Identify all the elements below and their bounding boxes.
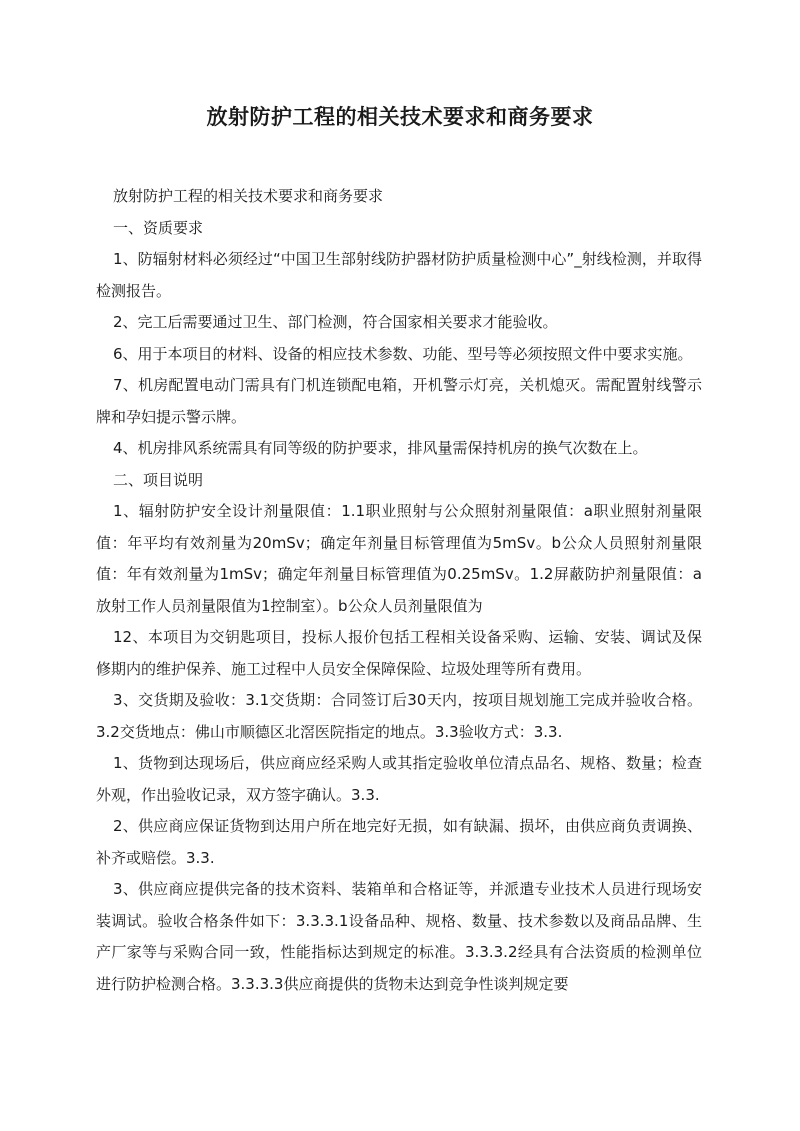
paragraph: 1、辐射防护安全设计剂量限值：1.1职业照射与公众照射剂量限值：a职业照射剂量限值：年平均有效剂量为20mSv；确定年剂量目标管理值为5mSv。b公众人员照射剂量限值：年有效剂量为1mSv；确定年剂量目标管理值为0.25mSv。1.2屏蔽防护剂量限值：a放射工作人员剂量限值为1控制室）。b公众人员剂量限值为 — [96, 502, 702, 615]
paragraph: 2、供应商应保证货物到达用户所在地完好无损，如有缺漏、损坏，由供应商负责调换、补齐或赔偿。3.3. — [96, 817, 702, 867]
section-heading-qualifications: 一、资质要求 — [113, 218, 204, 237]
paragraph: 3、交货期及验收：3.1交货期：合同签订后30天内，按项目规划施工完成并验收合格。3.2交货地点：佛山市顺德区北滘医院指定的地点。3.3验收方式：3.3. — [96, 691, 702, 741]
paragraph: 12、本项目为交钥匙项目，投标人报价包括工程相关设备采购、运输、安装、调试及保修期内的维护保养、施工过程中人员安全保障保险、垃圾处理等所有费用。 — [96, 628, 702, 678]
document-body — [96, 181, 702, 1000]
paragraph: 1、防辐射材料必须经过“中国卫生部射线防护器材防护质量检测中心”_射线检测，并取得检测报告。 — [96, 250, 702, 300]
section-heading-project-description: 二、项目说明 — [113, 470, 204, 489]
paragraph: 1、货物到达现场后，供应商应经采购人或其指定验收单位清点品名、规格、数量；检查外观，作出验收记录，双方签字确认。3.3. — [96, 754, 702, 804]
paragraph: 7、机房配置电动门需具有门机连锁配电箱，开机警示灯亮，关机熄灭。需配置射线警示牌和孕妇提示警示牌。 — [96, 376, 702, 426]
paragraph: 3、供应商应提供完备的技术资料、装箱单和合格证等，并派遣专业技术人员进行现场安装调试。验收合格条件如下：3.3.3.1设备品种、规格、数量、技术参数以及商品品牌、生产厂家等与采购合同一致，性能指标达到规定的标准。3.3.3.2经具有合法资质的检测单位进行防护检测合格。3.3.3.3供应商提供的货物未达到竞争性谈判规定要 — [96, 880, 702, 993]
paragraph-intro-title: 放射防护工程的相关技术要求和商务要求 — [113, 187, 384, 205]
document-title: 放射防护工程的相关技术要求和商务要求 — [206, 105, 594, 129]
paragraph: 4、机房排风系统需具有同等级的防护要求，排风量需保持机房的换气次数在上。 — [113, 439, 648, 457]
paragraph: 2、完工后需要通过卫生、部门检测，符合国家相关要求才能验收。 — [113, 313, 558, 331]
paragraph: 6、用于本项目的材料、设备的相应技术参数、功能、型号等必须按照文件中要求实施。 — [113, 344, 693, 363]
